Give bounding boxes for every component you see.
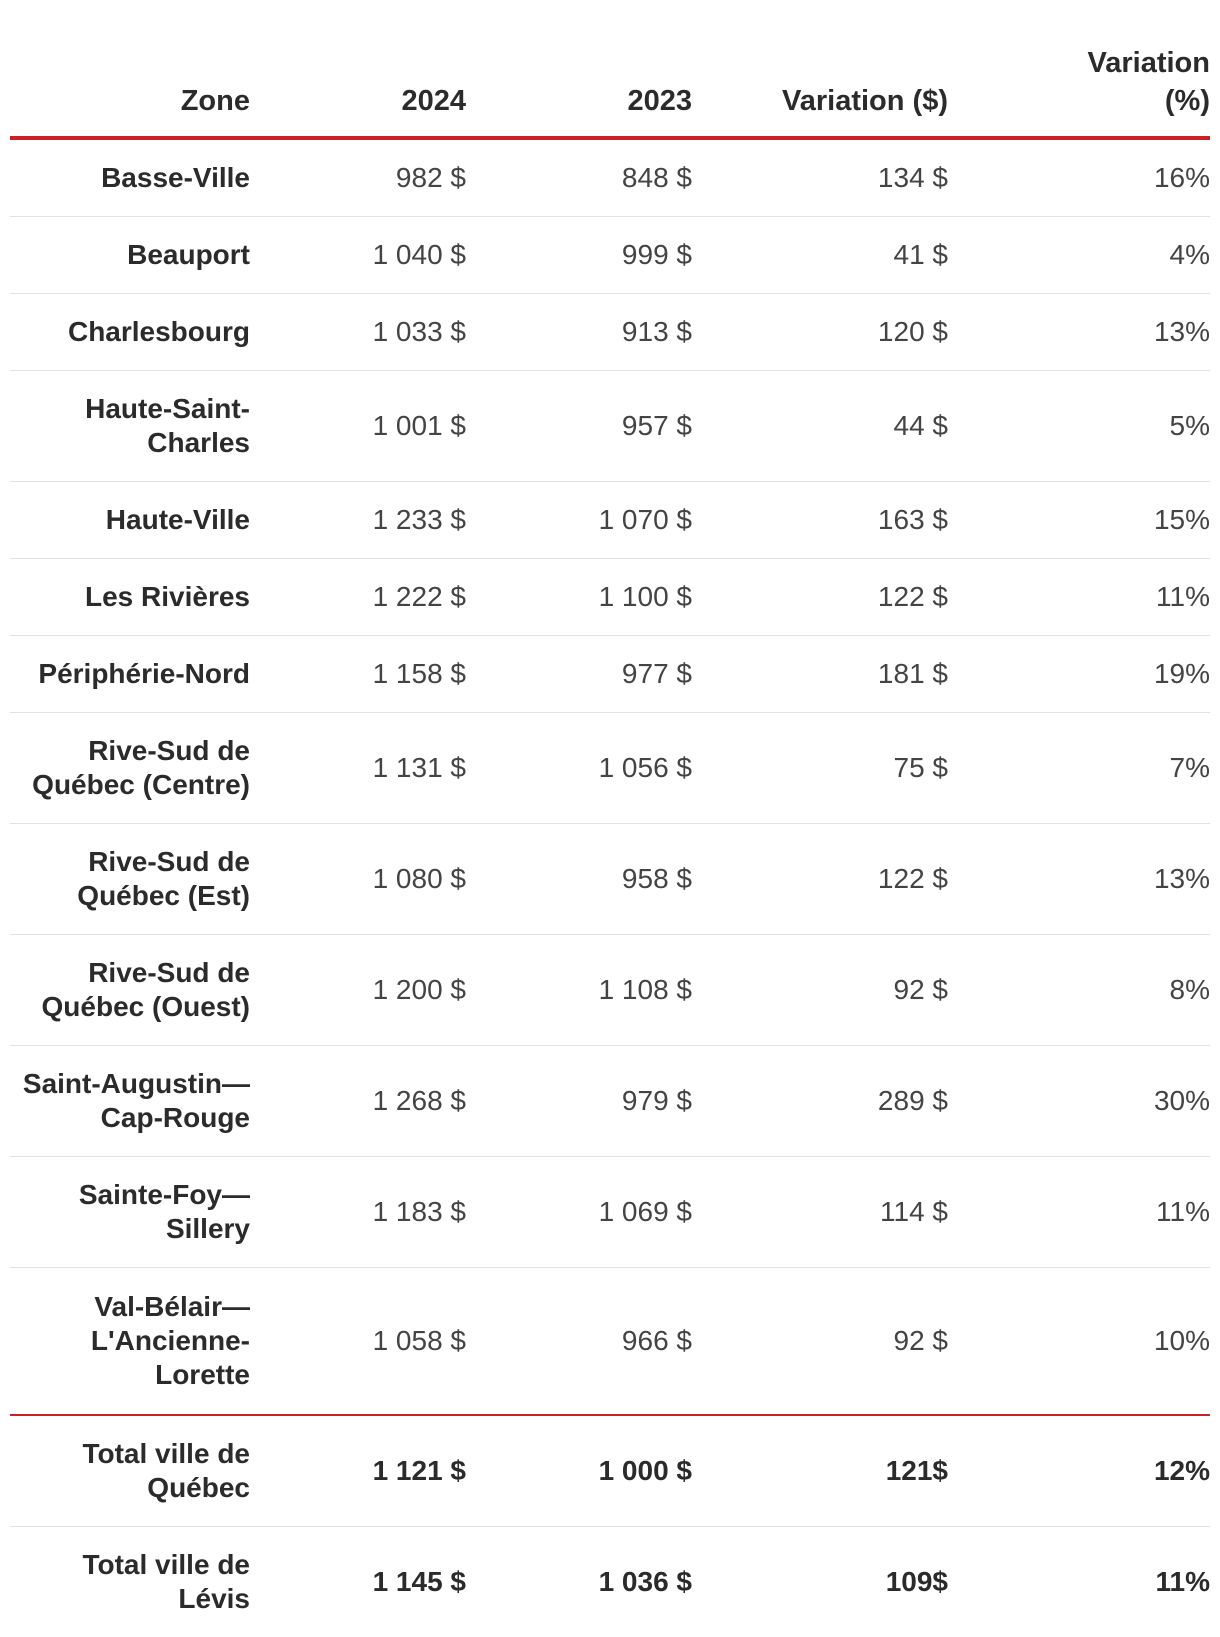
- total-row: [10, 1527, 1210, 1637]
- variation-percent-cell: 15%: [948, 482, 1210, 559]
- total-label-cell: [10, 1415, 250, 1527]
- zone-cell: Haute-Ville: [10, 482, 250, 559]
- rent-table: [10, 0, 1210, 1637]
- total-label: Total ville de Québec: [50, 1437, 250, 1505]
- zone-cell: Les Rivières: [10, 559, 250, 636]
- total-2023-cell: 1 000 $: [466, 1415, 692, 1527]
- variation-dollars-cell: 134 $: [692, 138, 948, 217]
- variation-percent-cell: 4%: [948, 217, 1210, 294]
- variation-percent-cell: 11%: [948, 1157, 1210, 1268]
- value-2024-cell: 1 033 $: [250, 294, 466, 371]
- total-label-cell: [10, 1527, 250, 1637]
- value-2024-cell: 1 200 $: [250, 935, 466, 1046]
- zone-cell: [10, 371, 250, 482]
- zone-cell: Saint-Augustin—Cap-Rouge: [10, 1046, 250, 1157]
- variation-percent-cell: 11%: [948, 559, 1210, 636]
- zone-cell: [10, 824, 250, 935]
- zone-cell: [10, 1268, 250, 1416]
- value-2024-cell: 1 001 $: [250, 371, 466, 482]
- value-2023-cell: 1 056 $: [466, 713, 692, 824]
- zone-cell: [10, 935, 250, 1046]
- header-zone: Zone: [10, 0, 250, 138]
- value-2023-cell: 1 069 $: [466, 1157, 692, 1268]
- table-row: [10, 636, 1210, 713]
- header-variation-dollars: Variation ($): [692, 0, 948, 138]
- rent-table-container: [10, 0, 1210, 1637]
- variation-dollars-cell: 92 $: [692, 935, 948, 1046]
- variation-percent-cell: 7%: [948, 713, 1210, 824]
- header-variation-percent-line2: (%): [1165, 85, 1210, 117]
- value-2023-cell: 1 100 $: [466, 559, 692, 636]
- zone-label: Haute-Saint-Charles: [70, 392, 250, 460]
- variation-dollars-cell: 289 $: [692, 1046, 948, 1157]
- table-row: [10, 559, 1210, 636]
- value-2023-cell: 913 $: [466, 294, 692, 371]
- variation-dollars-cell: 44 $: [692, 371, 948, 482]
- variation-percent-cell: 19%: [948, 636, 1210, 713]
- zone-cell: [10, 1157, 250, 1268]
- value-2024-cell: 1 233 $: [250, 482, 466, 559]
- value-2024-cell: 1 040 $: [250, 217, 466, 294]
- variation-percent-cell: 16%: [948, 138, 1210, 217]
- value-2023-cell: 979 $: [466, 1046, 692, 1157]
- table-row: [10, 1157, 1210, 1268]
- value-2024-cell: 1 222 $: [250, 559, 466, 636]
- variation-percent-cell: 30%: [948, 1046, 1210, 1157]
- total-variation-dollars-cell: 121$: [692, 1415, 948, 1527]
- value-2023-cell: 999 $: [466, 217, 692, 294]
- total-2023-cell: 1 036 $: [466, 1527, 692, 1637]
- total-variation-dollars-cell: 109$: [692, 1527, 948, 1637]
- zone-label: Val-Bélair—L'Ancienne-Lorette: [70, 1290, 250, 1392]
- total-row: [10, 1415, 1210, 1527]
- variation-dollars-cell: 75 $: [692, 713, 948, 824]
- total-variation-percent-cell: 12%: [948, 1415, 1210, 1527]
- variation-percent-cell: 8%: [948, 935, 1210, 1046]
- table-row: [10, 482, 1210, 559]
- value-2024-cell: 1 080 $: [250, 824, 466, 935]
- value-2023-cell: 957 $: [466, 371, 692, 482]
- value-2023-cell: 958 $: [466, 824, 692, 935]
- value-2024-cell: 982 $: [250, 138, 466, 217]
- table-header: [10, 0, 1210, 138]
- variation-dollars-cell: 163 $: [692, 482, 948, 559]
- zone-cell: Charlesbourg: [10, 294, 250, 371]
- zone-cell: Basse-Ville: [10, 138, 250, 217]
- zone-cell: Beauport: [10, 217, 250, 294]
- header-variation-percent: [948, 0, 1210, 138]
- table-row: [10, 824, 1210, 935]
- variation-dollars-cell: 120 $: [692, 294, 948, 371]
- value-2023-cell: 977 $: [466, 636, 692, 713]
- variation-dollars-cell: 122 $: [692, 559, 948, 636]
- header-2023: 2023: [466, 0, 692, 138]
- total-2024-cell: 1 121 $: [250, 1415, 466, 1527]
- variation-percent-cell: 13%: [948, 294, 1210, 371]
- variation-dollars-cell: 181 $: [692, 636, 948, 713]
- table-row: [10, 1046, 1210, 1157]
- table-row: [10, 138, 1210, 217]
- total-label: Total ville de Lévis: [50, 1548, 250, 1616]
- table-row: [10, 371, 1210, 482]
- total-variation-percent-cell: 11%: [948, 1527, 1210, 1637]
- value-2024-cell: 1 183 $: [250, 1157, 466, 1268]
- variation-dollars-cell: 122 $: [692, 824, 948, 935]
- value-2023-cell: 966 $: [466, 1268, 692, 1416]
- header-row: [10, 0, 1210, 138]
- table-row: [10, 294, 1210, 371]
- table-row: [10, 935, 1210, 1046]
- value-2024-cell: 1 158 $: [250, 636, 466, 713]
- table-row: [10, 713, 1210, 824]
- value-2023-cell: 1 070 $: [466, 482, 692, 559]
- value-2024-cell: 1 268 $: [250, 1046, 466, 1157]
- variation-dollars-cell: 114 $: [692, 1157, 948, 1268]
- variation-percent-cell: 5%: [948, 371, 1210, 482]
- zone-label: Rive-Sud de Québec (Est): [70, 845, 250, 913]
- zone-label: Rive-Sud de Québec (Ouest): [40, 956, 250, 1024]
- value-2024-cell: 1 131 $: [250, 713, 466, 824]
- variation-dollars-cell: 92 $: [692, 1268, 948, 1416]
- table-body: [10, 138, 1210, 1637]
- value-2023-cell: 848 $: [466, 138, 692, 217]
- header-2024: 2024: [250, 0, 466, 138]
- value-2023-cell: 1 108 $: [466, 935, 692, 1046]
- table-row: [10, 1268, 1210, 1416]
- table-row: [10, 217, 1210, 294]
- zone-cell: Rive-Sud de Québec (Centre): [10, 713, 250, 824]
- zone-cell: Périphérie-Nord: [10, 636, 250, 713]
- total-2024-cell: 1 145 $: [250, 1527, 466, 1637]
- variation-dollars-cell: 41 $: [692, 217, 948, 294]
- variation-percent-cell: 10%: [948, 1268, 1210, 1416]
- zone-label: Sainte-Foy—Sillery: [70, 1178, 250, 1246]
- variation-percent-cell: 13%: [948, 824, 1210, 935]
- value-2024-cell: 1 058 $: [250, 1268, 466, 1416]
- header-variation-percent-line1: Variation: [1088, 47, 1211, 79]
